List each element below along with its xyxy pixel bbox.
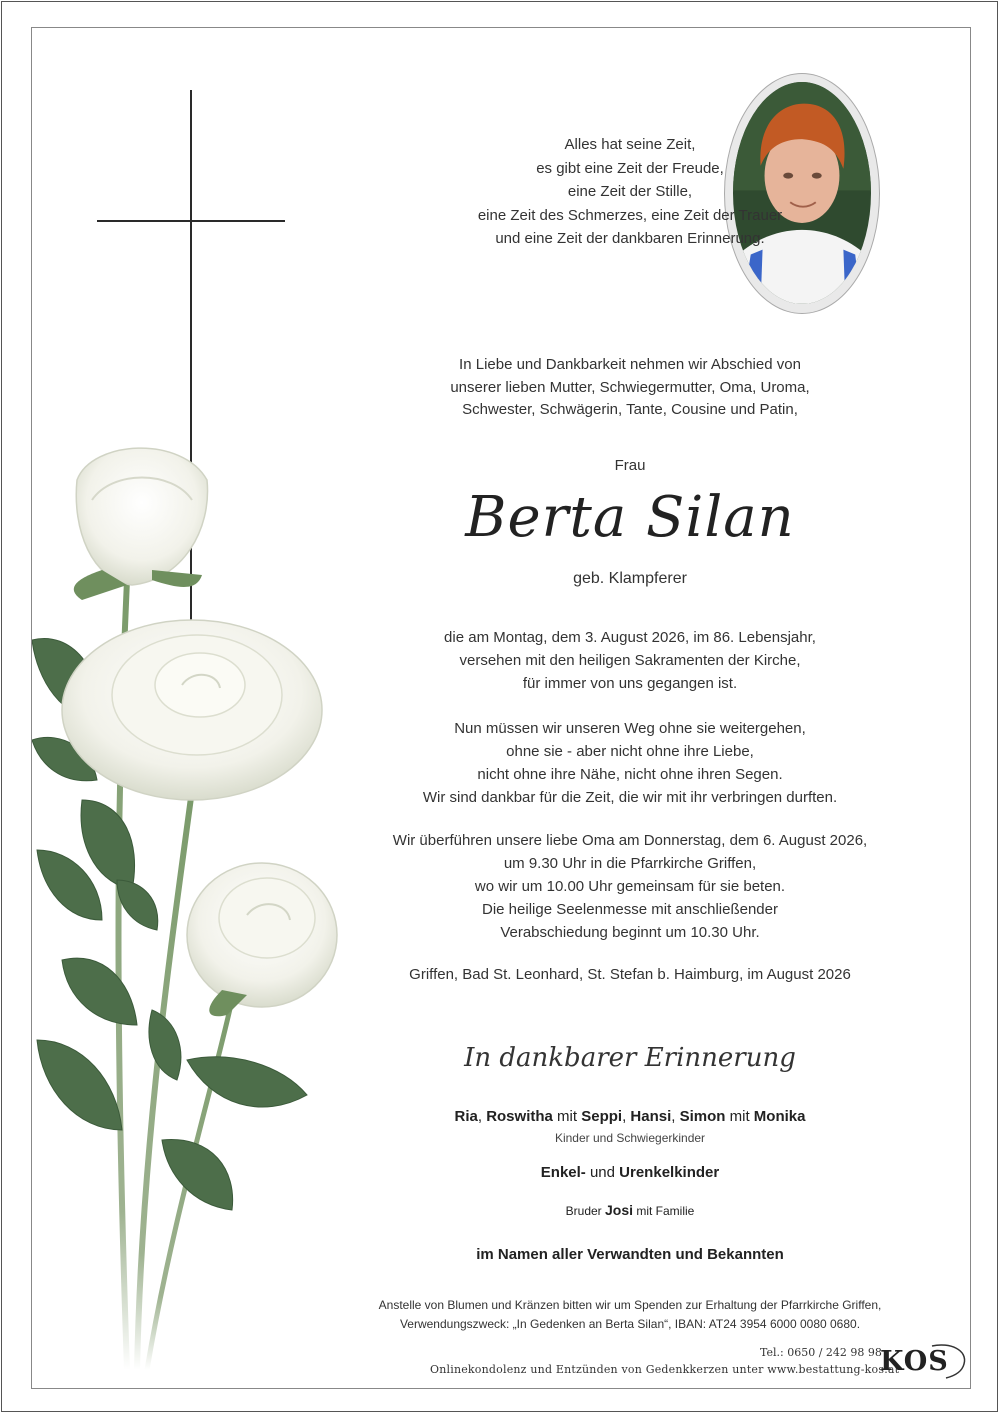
passing-line: für immer von uns gegangen ist. [522,675,738,692]
ceremony-text [330,829,930,944]
verse-line: eine Zeit des Schmerzes, eine Zeit der Trauer [477,206,783,224]
passing-line: die am Montag, dem 3. August 2026, im 86. Lebensjahr, [444,629,816,646]
deceased-birthname: geb. Klampferer [573,570,687,587]
mourner-sep: , [622,1108,631,1125]
mourners-all: im Namen aller Verwandten und Bekannten [476,1246,784,1263]
mourner-name: Ria [454,1108,478,1125]
verse-line: und eine Zeit der dankbaren Erinnerung. [495,230,765,247]
intro-line: unserer lieben Mutter, Schwiegermutter, Oma, Uroma, [450,378,810,396]
brother-name: Josi [605,1202,634,1218]
mourner-name: Roswitha [486,1108,553,1125]
ceremony-line: Wir überführen unsere liebe Oma am Donnerstag, dem 6. August 2026, [392,832,868,849]
ceremony-line: Die heilige Seelenmesse mit anschließender [482,901,778,918]
ceremony-line: Verabschiedung beginnt um 10.30 Uhr. [500,924,760,941]
mourners-children-relation: Kinder und Schwiegerkinder [554,1131,706,1145]
mourners-grandchildren [330,1164,930,1181]
mourner-sep: , [671,1108,680,1125]
great-grandchildren-label: Urenkelkinder [619,1164,720,1181]
mourner-name: Simon [679,1108,726,1125]
footer-phone: Tel.: 0650 / 242 98 98 [760,1346,882,1359]
footer-online-condolence: Onlinekondolenz und Entzünden von Gedenkkerzen unter www.bestattung-kos.at [430,1363,900,1376]
kos-logo [880,1342,970,1380]
verse [330,133,930,251]
farewell-line: Wir sind dankbar für die Zeit, die wir mit ihr verbringen durften. [422,789,838,806]
deceased-title: Frau [614,457,646,474]
memory-heading: In dankbarer Erinnerung [464,1043,796,1073]
cross-horizontal [97,220,285,222]
passing-text [330,626,930,695]
grandchildren-sep: und [585,1164,620,1181]
donation-line: Anstelle von Blumen und Kränzen bitten wir um Spenden zur Erhaltung der Pfarrkirche Griffen, [378,1298,882,1312]
intro-text [330,354,930,422]
logo-text: KOS [880,1346,949,1377]
mourner-name: Seppi [581,1108,623,1125]
mourner-sep: mit [725,1108,754,1125]
brother-prefix: Bruder [565,1204,605,1218]
mourner-name: Hansi [630,1108,672,1125]
ceremony-line: um 9.30 Uhr in die Pfarrkirche Griffen, [503,855,757,872]
donation-note [330,1296,930,1334]
intro-line: In Liebe und Dankbarkeit nehmen wir Abschied von [459,356,801,373]
white-roses-illustration [32,440,342,1385]
mourner-sep: , [477,1108,487,1125]
brother-suffix: mit Familie [633,1204,695,1218]
verse-line: Alles hat seine Zeit, [564,136,696,153]
mourner-sep: mit [552,1108,582,1125]
passing-line: versehen mit den heiligen Sakramenten der Kirche, [459,652,801,669]
verse-line: es gibt eine Zeit der Freude, [536,159,724,177]
farewell-line: nicht ohne ihre Nähe, nicht ohne ihren Segen. [477,766,783,783]
mourners-children [330,1108,930,1125]
intro-line: Schwester, Schwägerin, Tante, Cousine und Patin, [462,401,798,418]
farewell-line: ohne sie - aber nicht ohne ihre Liebe, [506,743,754,760]
grandchildren-label: Enkel- [540,1164,586,1181]
ceremony-line: wo wir um 10.00 Uhr gemeinsam für sie beten. [474,878,786,895]
farewell-text [330,717,930,809]
mourners-brother [330,1202,930,1218]
deceased-name: Berta Silan [465,485,795,550]
verse-line: eine Zeit der Stille, [567,183,693,200]
donation-line: Verwendungszweck: „In Gedenken an Berta Silan“, IBAN: AT24 3954 6000 0080 0680. [399,1317,861,1331]
mourner-name: Monika [753,1108,806,1125]
farewell-line: Nun müssen wir unseren Weg ohne sie weitergehen, [454,720,806,737]
place-date: Griffen, Bad St. Leonhard, St. Stefan b. Haimburg, im August 2026 [409,966,851,983]
